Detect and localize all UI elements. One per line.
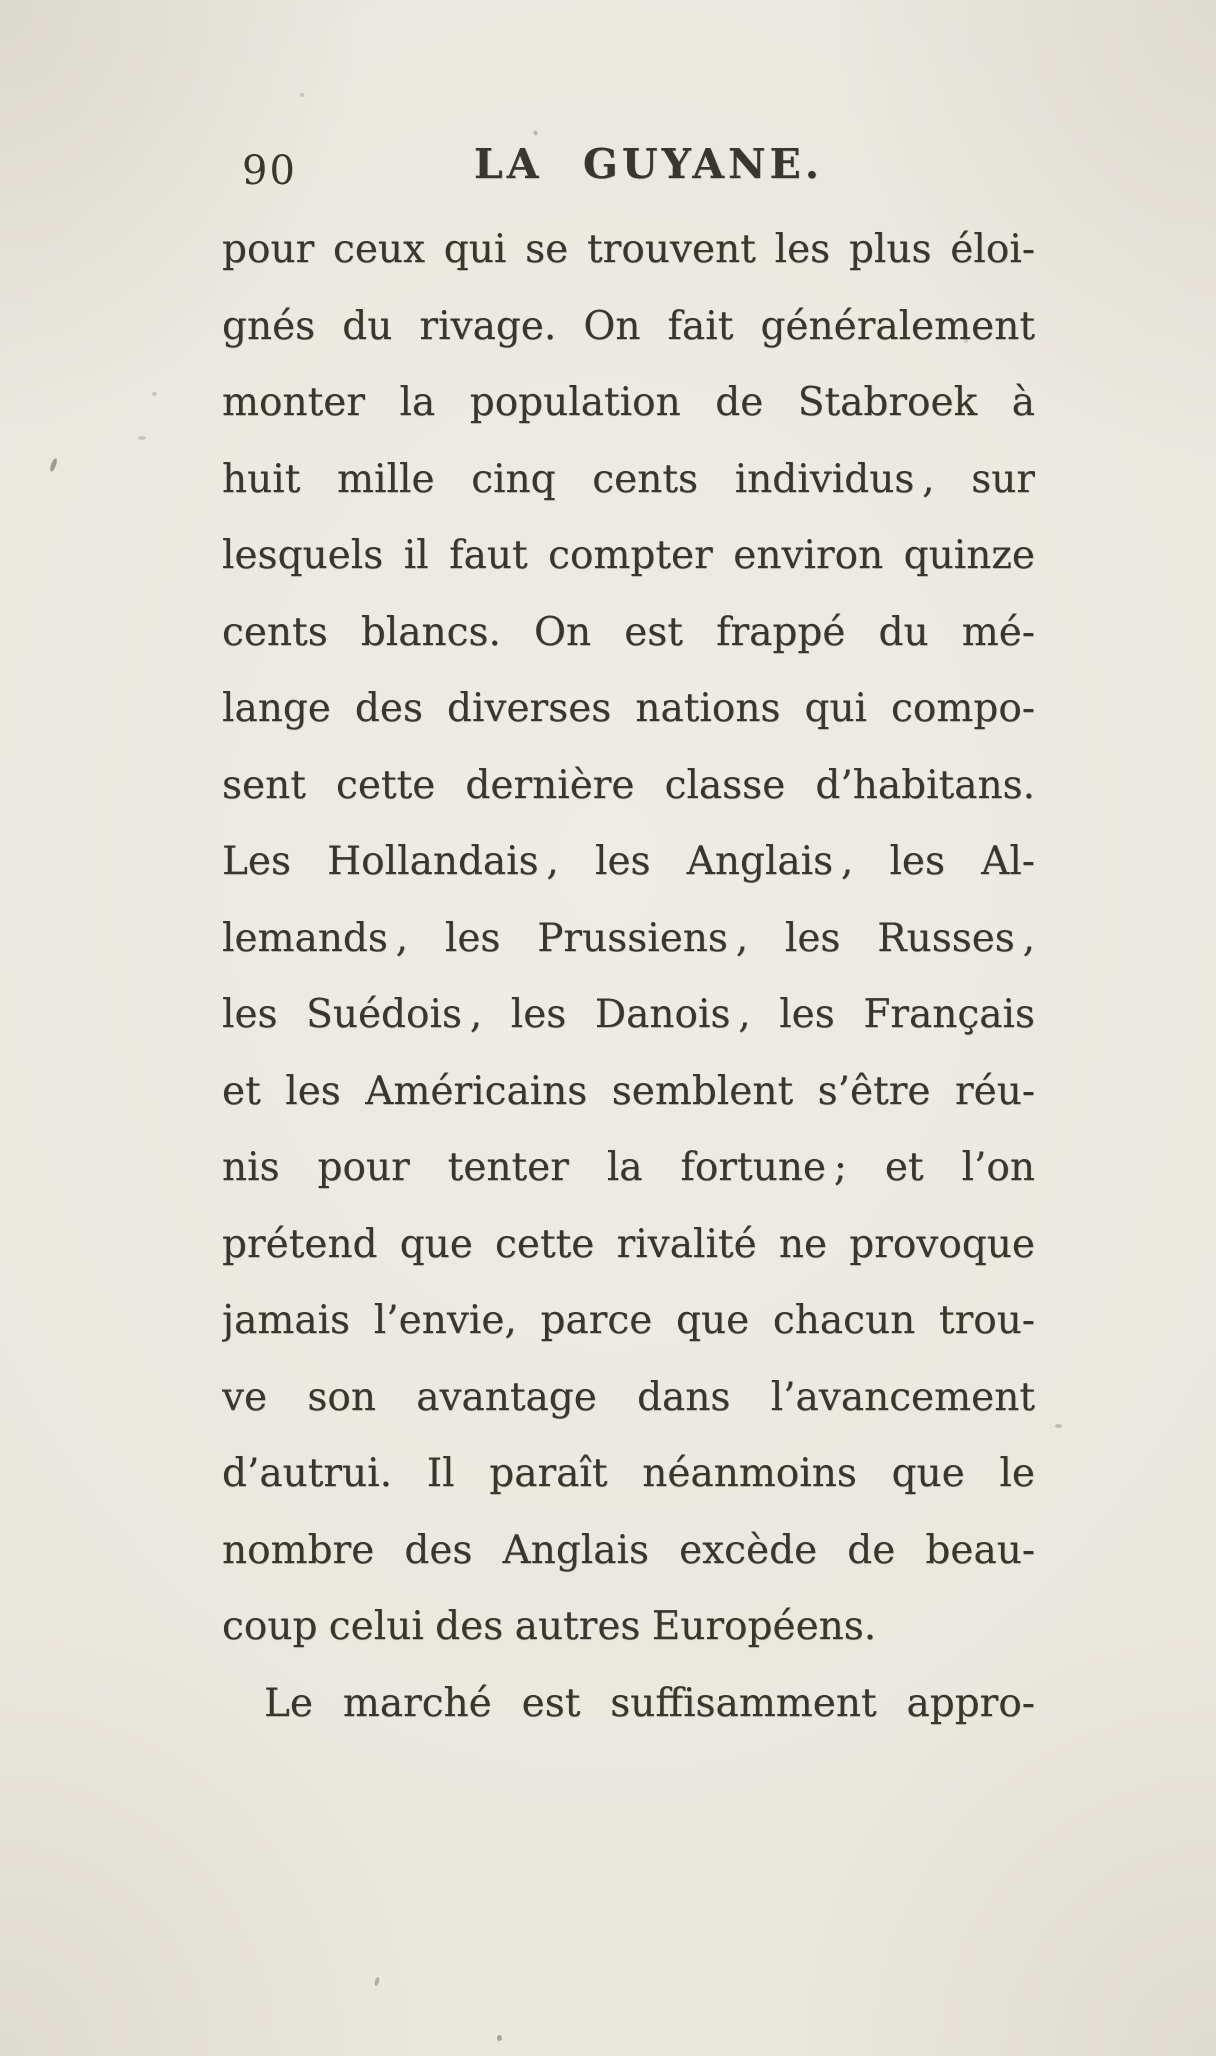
paper-speck — [533, 130, 539, 136]
paper-speck — [49, 458, 58, 473]
text-line: Le marché est suffisamment appro- — [264, 1680, 1035, 1726]
paper-speck — [138, 436, 146, 440]
text-line: lesquels il faut compter environ quinze — [222, 533, 1035, 578]
text-line: huit mille cinq cents individus , sur — [222, 456, 1035, 502]
text-line: sent cette dernière classe d’habitans. — [222, 762, 1035, 808]
text-line: et les Américains semblent s’être réu- — [222, 1068, 1035, 1114]
running-title: LA GUYANE. — [473, 140, 824, 188]
paper-speck — [152, 392, 157, 396]
paper-speck — [497, 2035, 502, 2041]
text-line: d’autrui. Il paraît néanmoins que le — [222, 1451, 1035, 1496]
text-line: ve son avantage dans l’avancement — [222, 1374, 1035, 1420]
body-text — [222, 212, 1035, 1742]
page-header — [222, 140, 1035, 196]
text-line: lange des diverses nations qui compo- — [222, 686, 1035, 731]
text-line: monter la population de Stabroek à — [222, 380, 1035, 425]
text-line: cents blancs. On est frappé du mé- — [222, 609, 1035, 655]
paper-speck — [964, 339, 968, 343]
text-line: les Suédois , les Danois , les Français — [222, 992, 1035, 1037]
text-line: prétend que cette rivalité ne provoque — [222, 1221, 1035, 1267]
text-line: nis pour tenter la fortune ; et l’on — [222, 1145, 1035, 1190]
text-line: pour ceux qui se trouvent les plus éloi- — [222, 227, 1035, 272]
page-number: 90 — [242, 148, 297, 194]
text-line: nombre des Anglais excède de beau- — [222, 1527, 1035, 1573]
text-line: Les Hollandais , les Anglais , les Al- — [222, 839, 1035, 884]
paper-speck — [1055, 1424, 1062, 1428]
text-line: jamais l’envie, parce que chacun trou- — [222, 1298, 1035, 1343]
paper-speck — [300, 93, 304, 97]
paper-speck — [374, 1977, 380, 1987]
text-line: lemands , les Prussiens , les Russes , — [222, 915, 1035, 961]
text-line: coup celui des autres Européens. — [222, 1604, 877, 1649]
text-line: gnés du rivage. On fait généralement — [222, 303, 1035, 349]
